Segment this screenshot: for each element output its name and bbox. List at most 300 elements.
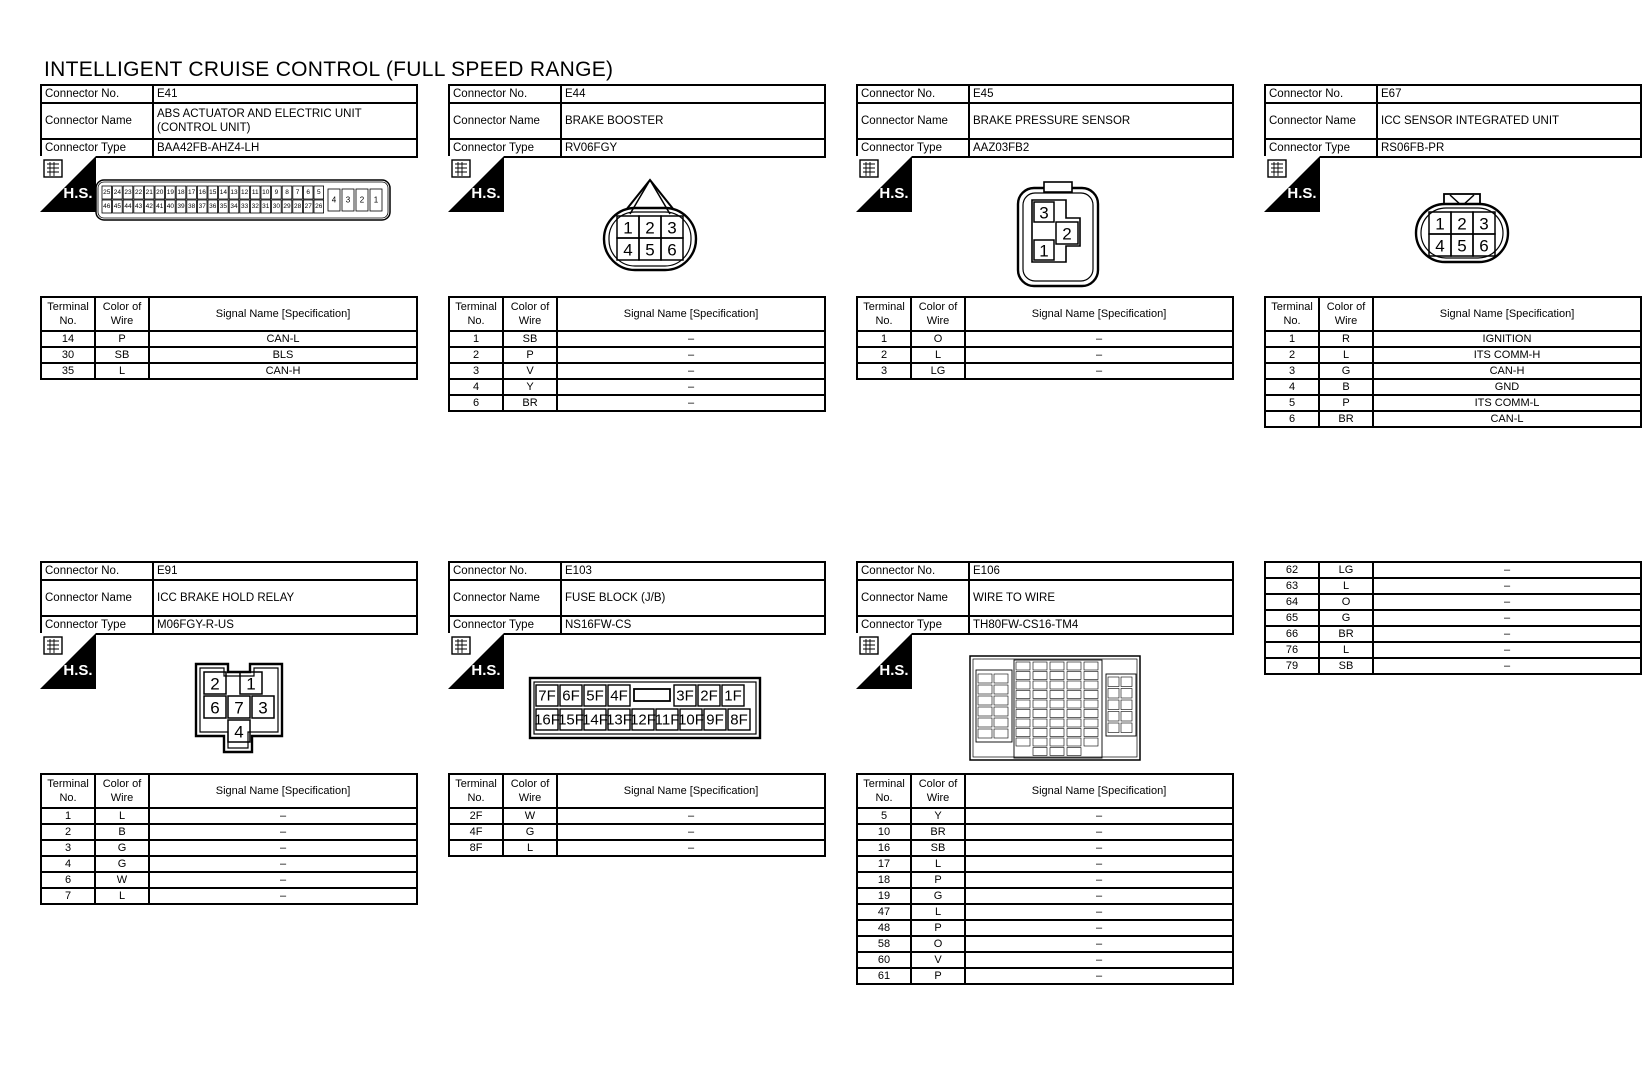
terminal-table bbox=[1264, 296, 1642, 428]
signal-name: – bbox=[965, 856, 1233, 872]
table-row bbox=[449, 347, 825, 363]
wire-color: L bbox=[911, 904, 965, 920]
table-row bbox=[857, 840, 1233, 856]
connector-no-row bbox=[449, 562, 825, 580]
color-of-wire-header: Color of Wire bbox=[95, 297, 149, 331]
hs-badge-label: H.S. bbox=[879, 662, 909, 679]
pin-label: 13 bbox=[230, 189, 238, 196]
signal-name: ITS COMM-L bbox=[1373, 395, 1641, 411]
connector-face-diagram bbox=[194, 662, 284, 754]
table-row bbox=[449, 363, 825, 379]
connector-no-value: E41 bbox=[153, 85, 417, 103]
connector-type-value: NS16FW-CS bbox=[561, 616, 825, 634]
connector-e41 bbox=[40, 84, 418, 377]
terminal-no: 2 bbox=[1265, 347, 1319, 363]
terminal-table bbox=[40, 296, 418, 380]
pin-label: 1 bbox=[623, 218, 633, 238]
wire-color: P bbox=[1319, 395, 1373, 411]
connector-type-value: BAA42FB-AHZ4-LH bbox=[153, 139, 417, 157]
wire-color: B bbox=[95, 824, 149, 840]
connector-name-label: Connector Name bbox=[449, 103, 561, 139]
wire-color: Y bbox=[503, 379, 557, 395]
connector-no-row bbox=[449, 85, 825, 103]
wire-color: L bbox=[95, 363, 149, 379]
pin-label: 9 bbox=[274, 189, 279, 196]
pin-label: 32 bbox=[251, 203, 259, 210]
pin-label: 22 bbox=[134, 189, 143, 196]
hs-badge-label: H.S. bbox=[471, 185, 501, 202]
signal-name-header: Signal Name [Specification] bbox=[557, 774, 825, 808]
wire-color: SB bbox=[911, 840, 965, 856]
terminal-no-header: Terminal No. bbox=[1265, 297, 1319, 331]
harness-side-icon bbox=[1264, 156, 1320, 212]
signal-name: – bbox=[965, 968, 1233, 984]
signal-name-header: Signal Name [Specification] bbox=[965, 297, 1233, 331]
terminal-no: 60 bbox=[857, 952, 911, 968]
pin-label: 4 bbox=[331, 195, 337, 205]
pin-label: 7 bbox=[295, 189, 300, 196]
pin-label: 41 bbox=[156, 203, 164, 210]
color-of-wire-header: Color of Wire bbox=[1319, 297, 1373, 331]
connector-type-row bbox=[857, 616, 1233, 634]
wire-color: P bbox=[503, 347, 557, 363]
wire-color: B bbox=[1319, 379, 1373, 395]
connector-face-diagram bbox=[968, 652, 1142, 764]
terminal-no: 3 bbox=[449, 363, 503, 379]
pin-label: 10F bbox=[678, 711, 704, 729]
connector-face-diagram bbox=[1014, 180, 1102, 288]
pin-label: 25 bbox=[103, 189, 111, 196]
wire-color: G bbox=[1319, 363, 1373, 379]
signal-name: CAN-H bbox=[1373, 363, 1641, 379]
pin-label: 28 bbox=[293, 203, 302, 210]
pin-label: 6 bbox=[1479, 236, 1489, 256]
pin-label: 8 bbox=[285, 189, 289, 196]
signal-name: – bbox=[557, 395, 825, 411]
table-row bbox=[41, 888, 417, 904]
terminal-no: 8F bbox=[449, 840, 503, 856]
terminal-no: 1 bbox=[857, 331, 911, 347]
terminal-no: 5 bbox=[1265, 395, 1319, 411]
signal-name: – bbox=[965, 920, 1233, 936]
terminal-no: 4F bbox=[449, 824, 503, 840]
pin-label: 27 bbox=[304, 203, 312, 210]
pin-label: 36 bbox=[209, 203, 217, 210]
terminal-no: 65 bbox=[1265, 610, 1319, 626]
wire-color: P bbox=[911, 968, 965, 984]
signal-name: – bbox=[965, 824, 1233, 840]
signal-name: – bbox=[965, 347, 1233, 363]
connector-no-row bbox=[1265, 85, 1641, 103]
wire-color: BR bbox=[1319, 626, 1373, 642]
table-row bbox=[857, 936, 1233, 952]
pin-label: 16 bbox=[198, 189, 206, 196]
pin-label: 3 bbox=[1039, 203, 1049, 223]
terminal-table-header bbox=[449, 774, 825, 808]
pin-label: 1 bbox=[1435, 214, 1445, 234]
wire-color: V bbox=[911, 952, 965, 968]
pin-label: 10 bbox=[262, 189, 270, 196]
pin-label: 26 bbox=[315, 203, 323, 210]
connector-name-value: ICC BRAKE HOLD RELAY bbox=[153, 580, 417, 616]
connector-type-value: RV06FGY bbox=[561, 139, 825, 157]
connector-no-row bbox=[857, 562, 1233, 580]
connector-name-row bbox=[449, 580, 825, 616]
table-row bbox=[1265, 626, 1641, 642]
wire-color: BR bbox=[1319, 411, 1373, 427]
wire-color: L bbox=[911, 856, 965, 872]
wire-color: L bbox=[1319, 642, 1373, 658]
signal-name: CAN-L bbox=[1373, 411, 1641, 427]
terminal-no-header: Terminal No. bbox=[857, 774, 911, 808]
table-row bbox=[857, 856, 1233, 872]
table-row bbox=[1265, 395, 1641, 411]
pin-label: 2F bbox=[700, 687, 718, 705]
terminal-no-header: Terminal No. bbox=[41, 774, 95, 808]
terminal-no: 2 bbox=[857, 347, 911, 363]
terminal-table bbox=[856, 296, 1234, 380]
connector-face-diagram bbox=[598, 176, 702, 272]
terminal-no: 6 bbox=[1265, 411, 1319, 427]
pin-label: 2 bbox=[1062, 224, 1072, 244]
pin-label: 43 bbox=[134, 203, 143, 210]
table-row bbox=[1265, 331, 1641, 347]
pin-label: 35 bbox=[219, 203, 228, 210]
terminal-no: 2F bbox=[449, 808, 503, 824]
table-row bbox=[41, 808, 417, 824]
pin-label: 2 bbox=[359, 195, 365, 205]
signal-name: – bbox=[149, 840, 417, 856]
connector-no-value: E67 bbox=[1377, 85, 1641, 103]
connector-name-label: Connector Name bbox=[41, 103, 153, 139]
terminal-no: 58 bbox=[857, 936, 911, 952]
harness-side-icon bbox=[448, 633, 504, 689]
terminal-no: 48 bbox=[857, 920, 911, 936]
wire-color: G bbox=[911, 888, 965, 904]
table-row bbox=[857, 808, 1233, 824]
connector-name-value: ABS ACTUATOR AND ELECTRIC UNIT (CONTROL UNIT) bbox=[153, 103, 417, 139]
pin-label: 45 bbox=[113, 203, 122, 210]
wire-color: G bbox=[95, 840, 149, 856]
wire-color: W bbox=[503, 808, 557, 824]
pin-label: 6 bbox=[306, 189, 311, 196]
signal-name: – bbox=[557, 379, 825, 395]
table-row bbox=[857, 824, 1233, 840]
terminal-no: 1 bbox=[41, 808, 95, 824]
terminal-table-header bbox=[857, 297, 1233, 331]
table-row bbox=[857, 888, 1233, 904]
pin-label: 4 bbox=[1435, 236, 1445, 256]
connector-type-label: Connector Type bbox=[449, 616, 561, 634]
table-row bbox=[41, 872, 417, 888]
connector-name-label: Connector Name bbox=[1265, 103, 1377, 139]
signal-name: – bbox=[557, 363, 825, 379]
wire-color: LG bbox=[1319, 562, 1373, 578]
connector-e45 bbox=[856, 84, 1234, 377]
signal-name: – bbox=[1373, 578, 1641, 594]
terminal-no-header: Terminal No. bbox=[41, 297, 95, 331]
table-row bbox=[857, 968, 1233, 984]
connector-no-value: E106 bbox=[969, 562, 1233, 580]
signal-name-header: Signal Name [Specification] bbox=[149, 774, 417, 808]
harness-side-icon bbox=[856, 156, 912, 212]
pin-label: 1 bbox=[246, 674, 256, 694]
terminal-no: 61 bbox=[857, 968, 911, 984]
signal-name: – bbox=[1373, 658, 1641, 674]
terminal-no: 1 bbox=[1265, 331, 1319, 347]
pin-label: 6F bbox=[562, 687, 580, 705]
connector-no-label: Connector No. bbox=[449, 85, 561, 103]
color-of-wire-header: Color of Wire bbox=[503, 774, 557, 808]
pin-label: 2 bbox=[1457, 214, 1467, 234]
wire-color: G bbox=[95, 856, 149, 872]
pin-label: 4 bbox=[234, 722, 244, 742]
signal-name: – bbox=[965, 952, 1233, 968]
pin-label: 7F bbox=[538, 687, 556, 705]
signal-name: ITS COMM-H bbox=[1373, 347, 1641, 363]
connector-no-value: E91 bbox=[153, 562, 417, 580]
connector-no-value: E45 bbox=[969, 85, 1233, 103]
pin-label: 15F bbox=[558, 711, 584, 729]
terminal-table-header bbox=[1265, 297, 1641, 331]
connector-type-row bbox=[41, 616, 417, 634]
signal-name: GND bbox=[1373, 379, 1641, 395]
color-of-wire-header: Color of Wire bbox=[911, 297, 965, 331]
pin-label: 21 bbox=[145, 189, 153, 196]
table-row bbox=[41, 331, 417, 347]
wire-color: L bbox=[1319, 347, 1373, 363]
pin-label: 1 bbox=[373, 195, 379, 205]
terminal-no: 66 bbox=[1265, 626, 1319, 642]
pin-label: 1 bbox=[1039, 241, 1049, 261]
connector-name-row bbox=[41, 580, 417, 616]
wire-color: SB bbox=[95, 347, 149, 363]
terminal-no: 10 bbox=[857, 824, 911, 840]
signal-name-header: Signal Name [Specification] bbox=[965, 774, 1233, 808]
terminal-table bbox=[856, 773, 1234, 985]
terminal-table-header bbox=[449, 297, 825, 331]
table-row bbox=[41, 347, 417, 363]
pin-label: 31 bbox=[262, 203, 270, 210]
signal-name: – bbox=[965, 936, 1233, 952]
wire-color: L bbox=[95, 808, 149, 824]
pin-label: 34 bbox=[230, 203, 238, 210]
terminal-no: 76 bbox=[1265, 642, 1319, 658]
connector-face-diagram bbox=[94, 168, 394, 234]
pin-label: 14 bbox=[219, 189, 228, 196]
connector-no-row bbox=[41, 85, 417, 103]
connector-type-label: Connector Type bbox=[1265, 139, 1377, 157]
signal-name: – bbox=[1373, 562, 1641, 578]
table-row bbox=[1265, 578, 1641, 594]
connector-no-label: Connector No. bbox=[449, 562, 561, 580]
pin-label: 6 bbox=[667, 240, 677, 260]
pin-label: 11F bbox=[654, 711, 680, 729]
connector-header bbox=[448, 561, 826, 635]
wire-color: BR bbox=[911, 824, 965, 840]
connector-name-label: Connector Name bbox=[41, 580, 153, 616]
wire-color: L bbox=[911, 347, 965, 363]
connector-face-diagram bbox=[528, 676, 762, 740]
terminal-no: 63 bbox=[1265, 578, 1319, 594]
table-row bbox=[1265, 411, 1641, 427]
connector-no-label: Connector No. bbox=[41, 85, 153, 103]
signal-name: – bbox=[965, 331, 1233, 347]
pin-label: 11 bbox=[251, 189, 259, 196]
signal-name: – bbox=[149, 808, 417, 824]
connector-no-value: E103 bbox=[561, 562, 825, 580]
connector-type-row bbox=[1265, 139, 1641, 157]
connector-type-label: Connector Type bbox=[41, 139, 153, 157]
terminal-table bbox=[40, 773, 418, 905]
pin-label: 3 bbox=[1479, 214, 1489, 234]
terminal-no: 64 bbox=[1265, 594, 1319, 610]
terminal-no: 18 bbox=[857, 872, 911, 888]
connector-e44 bbox=[448, 84, 826, 409]
harness-side-icon bbox=[40, 156, 96, 212]
pin-label: 3 bbox=[667, 218, 677, 238]
pin-label: 7 bbox=[234, 698, 244, 718]
connector-name-value: ICC SENSOR INTEGRATED UNIT bbox=[1377, 103, 1641, 139]
wire-color: W bbox=[95, 872, 149, 888]
wire-color: G bbox=[503, 824, 557, 840]
connector-type-label: Connector Type bbox=[857, 616, 969, 634]
color-of-wire-header: Color of Wire bbox=[911, 774, 965, 808]
connector-face-diagram bbox=[1412, 190, 1512, 268]
connector-header bbox=[1264, 84, 1642, 158]
pin-label: 5F bbox=[586, 687, 604, 705]
signal-name-header: Signal Name [Specification] bbox=[1373, 297, 1641, 331]
pin-label: 18 bbox=[177, 189, 185, 196]
connector-e91 bbox=[40, 561, 418, 902]
signal-name: CAN-L bbox=[149, 331, 417, 347]
table-row bbox=[1265, 347, 1641, 363]
connector-no-label: Connector No. bbox=[857, 562, 969, 580]
pin-label: 29 bbox=[283, 203, 291, 210]
terminal-no: 7 bbox=[41, 888, 95, 904]
pin-label: 30 bbox=[272, 203, 281, 210]
signal-name: – bbox=[149, 872, 417, 888]
terminal-no: 30 bbox=[41, 347, 95, 363]
pin-label: 8F bbox=[730, 711, 748, 729]
signal-name: – bbox=[1373, 594, 1641, 610]
signal-name: IGNITION bbox=[1373, 331, 1641, 347]
connector-e106 bbox=[856, 561, 1234, 982]
pin-label: 4 bbox=[623, 240, 633, 260]
connector-type-value: RS06FB-PR bbox=[1377, 139, 1641, 157]
pin-label: 19 bbox=[166, 189, 175, 196]
wire-color: Y bbox=[911, 808, 965, 824]
table-row bbox=[41, 856, 417, 872]
harness-side-icon bbox=[856, 633, 912, 689]
pin-label: 33 bbox=[240, 203, 249, 210]
terminal-no: 2 bbox=[449, 347, 503, 363]
table-row bbox=[449, 379, 825, 395]
connector-name-label: Connector Name bbox=[857, 580, 969, 616]
table-row bbox=[41, 840, 417, 856]
connector-e67 bbox=[1264, 84, 1642, 425]
table-row bbox=[857, 331, 1233, 347]
connector-type-label: Connector Type bbox=[41, 616, 153, 634]
table-row bbox=[449, 395, 825, 411]
wire-color: G bbox=[1319, 610, 1373, 626]
connector-header bbox=[448, 84, 826, 158]
connector-header bbox=[856, 84, 1234, 158]
terminal-no: 14 bbox=[41, 331, 95, 347]
pin-label: 15 bbox=[209, 189, 217, 196]
pin-label: 17 bbox=[187, 189, 196, 196]
wire-color: SB bbox=[1319, 658, 1373, 674]
pin-label: 3F bbox=[676, 687, 694, 705]
terminal-no: 1 bbox=[449, 331, 503, 347]
connector-no-label: Connector No. bbox=[41, 562, 153, 580]
color-of-wire-header: Color of Wire bbox=[95, 774, 149, 808]
table-row bbox=[41, 824, 417, 840]
signal-name: – bbox=[965, 872, 1233, 888]
signal-name: – bbox=[965, 808, 1233, 824]
table-row bbox=[1265, 642, 1641, 658]
wire-color: O bbox=[911, 936, 965, 952]
pin-label: 42 bbox=[145, 203, 153, 210]
terminal-no-header: Terminal No. bbox=[857, 297, 911, 331]
wire-color: SB bbox=[503, 331, 557, 347]
harness-side-icon bbox=[448, 156, 504, 212]
color-of-wire-header: Color of Wire bbox=[503, 297, 557, 331]
connector-type-label: Connector Type bbox=[857, 139, 969, 157]
connector-name-label: Connector Name bbox=[857, 103, 969, 139]
terminal-no: 17 bbox=[857, 856, 911, 872]
signal-name: – bbox=[965, 840, 1233, 856]
connector-name-row bbox=[857, 103, 1233, 139]
wire-color: R bbox=[1319, 331, 1373, 347]
terminal-table bbox=[448, 296, 826, 412]
signal-name: – bbox=[965, 904, 1233, 920]
harness-side-icon bbox=[40, 633, 96, 689]
connector-no-row bbox=[41, 562, 417, 580]
table-row bbox=[1265, 658, 1641, 674]
signal-name-header: Signal Name [Specification] bbox=[557, 297, 825, 331]
terminal-no: 3 bbox=[1265, 363, 1319, 379]
connector-name-value: FUSE BLOCK (J/B) bbox=[561, 580, 825, 616]
terminal-no: 47 bbox=[857, 904, 911, 920]
table-row bbox=[857, 952, 1233, 968]
connector-no-label: Connector No. bbox=[857, 85, 969, 103]
signal-name: – bbox=[149, 888, 417, 904]
terminal-no-header: Terminal No. bbox=[449, 297, 503, 331]
connector-type-row bbox=[857, 139, 1233, 157]
pin-label: 24 bbox=[113, 189, 122, 196]
connector-header bbox=[40, 84, 418, 158]
connector-type-row bbox=[449, 616, 825, 634]
connector-no-label: Connector No. bbox=[1265, 85, 1377, 103]
signal-name: BLS bbox=[149, 347, 417, 363]
pin-label: 5 bbox=[645, 240, 655, 260]
pin-label: 20 bbox=[156, 189, 164, 196]
wire-color: P bbox=[911, 872, 965, 888]
signal-name: – bbox=[965, 363, 1233, 379]
signal-name: – bbox=[1373, 626, 1641, 642]
wire-color: LG bbox=[911, 363, 965, 379]
terminal-no: 16 bbox=[857, 840, 911, 856]
pin-label: 4F bbox=[610, 687, 628, 705]
wire-color: BR bbox=[503, 395, 557, 411]
table-row bbox=[449, 840, 825, 856]
terminal-no: 5 bbox=[857, 808, 911, 824]
table-row bbox=[857, 920, 1233, 936]
signal-name: – bbox=[557, 331, 825, 347]
pin-label: 2 bbox=[645, 218, 655, 238]
pin-label: 3 bbox=[258, 698, 268, 718]
